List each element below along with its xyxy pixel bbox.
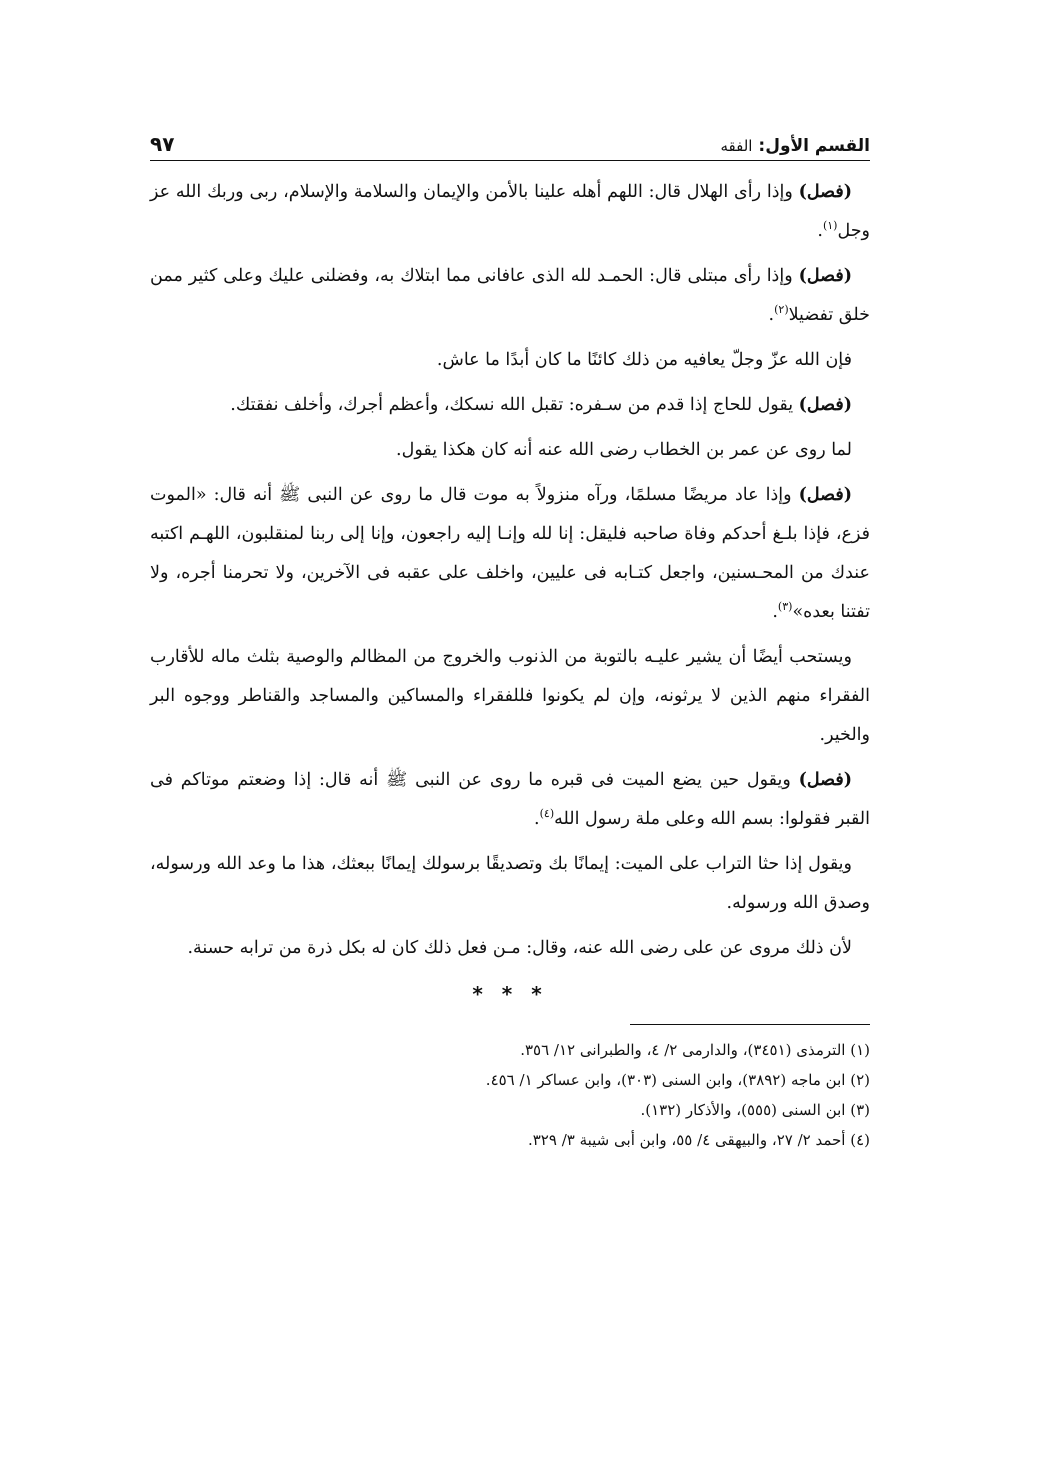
paragraph-text: وإذا رأى مبتلى قال: الحمـد لله الذى عافانى مما ابتلاك به، وفضلنى عليك وعلى كثير ممن خلق تفضيلا <box>150 266 870 325</box>
section-label: (فصل) <box>798 770 852 790</box>
paragraph-text: وإذا عاد مريضًا مسلمًا، ورآه منزولاً به موت قال ما روى عن النبى ﷺ أنه قال: «الموت فزع، فإذا بلـغ أحدكم وفاة صاحبه فليقل: إنا لله وإنـا إليه راجعون، وإنا إلى ربنا لمنقلبون، اللهـم اكتبه عندك من المحـسنين، واجعل كتـابه فى عليين، واخلف على عقبه فى الآخرين، ولا تحرمنا أجره، ولا تفتنا بعده» <box>150 485 870 622</box>
footnote-ref: (١) <box>822 219 838 233</box>
book-page <box>150 120 870 1155</box>
paragraph <box>150 386 870 425</box>
section-title: القسم الأول: <box>758 136 870 156</box>
paragraph-text: لأن ذلك مروى عن على رضى الله عنه، وقال: مـن فعل ذلك كان له بكل ذرة من ترابه حسنة. <box>187 938 852 958</box>
paragraph <box>150 476 870 632</box>
paragraph <box>150 257 870 335</box>
paragraph-text: ويقول إذا حثا التراب على الميت: إيمانًا بك وتصديقًا برسولك إيمانًا ببعثك، هذا ما وعد الله ورسوله، وصدق الله ورسوله. <box>150 854 870 913</box>
paragraph-text: لما روى عن عمر بن الخطاب رضى الله عنه أنه كان هكذا يقول. <box>396 440 852 460</box>
section-separator: * * * <box>472 982 548 1006</box>
footnote: (٤) أحمد ٢/ ٢٧، والبيهقى ٤/ ٥٥، وابن أبى شيبة ٣/ ٣٢٩. <box>527 1131 870 1149</box>
footnote-ref: (٣) <box>777 600 793 614</box>
paragraph <box>150 761 870 839</box>
footnote: (١) الترمذى (٣٤٥١)، والدارمى ٢/ ٤، والطبرانى ١٢/ ٣٥٦. <box>520 1041 870 1059</box>
section-subtitle: الفقه <box>720 137 753 155</box>
paragraph <box>150 341 870 380</box>
section-label: (فصل) <box>798 395 852 415</box>
footnote-ref: (٤) <box>539 807 555 821</box>
paragraph-end: . <box>817 221 823 241</box>
footnotes <box>150 1035 870 1155</box>
paragraph <box>150 431 870 470</box>
paragraph <box>150 929 870 968</box>
section-label: (فصل) <box>798 182 852 202</box>
paragraph <box>150 638 870 755</box>
paragraph-end: . <box>768 305 775 325</box>
running-title <box>721 136 871 156</box>
paragraph-text: يقول للحاج إذا قدم من سـفره: تقبل الله نسكك، وأعظم أجرك، وأخلف نفقتك. <box>230 395 799 415</box>
page-number: ٩٧ <box>150 132 175 156</box>
footnote: (٢) ابن ماجه (٣٨٩٢)، وابن السنى (٣٠٣)، وابن عساكر ١/ ٤٥٦. <box>485 1071 870 1089</box>
footnote-divider <box>630 1024 870 1025</box>
page-header <box>150 120 870 161</box>
paragraph-end: . <box>534 809 540 829</box>
footnote-ref: (٢) <box>774 303 789 317</box>
footnote: (٣) ابن السنى (٥٥٥)، والأذكار (١٣٢). <box>640 1101 870 1119</box>
main-text <box>150 173 870 968</box>
paragraph-end: . <box>772 602 778 622</box>
section-label: (فصل) <box>798 266 852 286</box>
paragraph-text: ويقول حين يضع الميت فى قبره ما روى عن النبى ﷺ أنه قال: إذا وضعتم موتاكم فى القبر فقولوا: بسم الله وعلى ملة رسول الله <box>150 770 870 829</box>
paragraph <box>150 845 870 923</box>
paragraph <box>150 173 870 251</box>
paragraph-text: فإن الله عزّ وجلّ يعافيه من ذلك كائنًا ما كان أبدًا ما عاش. <box>436 350 852 370</box>
section-label: (فصل) <box>798 485 852 505</box>
paragraph-text: وإذا رأى الهلال قال: اللهم أهله علينا بالأمن والإيمان والسلامة والإسلام، ربى وربك الله عز وجل <box>150 182 870 241</box>
paragraph-text: ويستحب أيضًا أن يشير عليـه بالتوبة من الذنوب والخروج من المظالم والوصية بثلث ماله للأقارب الفقراء منهم الذين لا يرثونه، وإن لم يكونوا فللفقراء والمساكين والمساجد والقناطر ووجوه البر والخير. <box>150 647 870 745</box>
